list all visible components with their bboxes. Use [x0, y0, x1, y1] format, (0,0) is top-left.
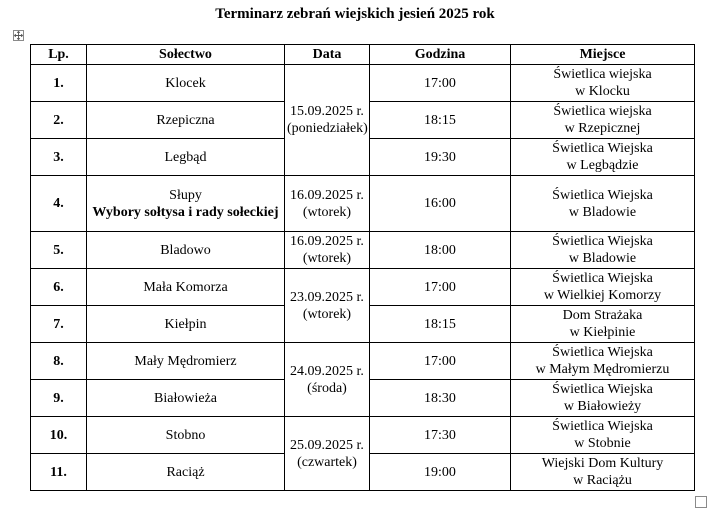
place-name: Świetlica Wiejska: [552, 234, 653, 249]
village-name: Kiełpin: [87, 306, 285, 343]
table-row: [31, 343, 695, 380]
place-cell: [511, 176, 695, 232]
date-cell: [285, 269, 370, 343]
place-cell: [511, 102, 695, 139]
time-value: 18:00: [370, 232, 511, 269]
header-godzina: Godzina: [370, 45, 511, 65]
weekday-value: (wtorek): [302, 306, 352, 322]
date-value: 23.09.2025 r.: [290, 289, 364, 305]
date-value: 24.09.2025 r.: [290, 363, 364, 379]
row-number: 9.: [31, 380, 87, 417]
place-location: w Małym Mędromierzu: [535, 362, 670, 377]
village-name: Bladowo: [87, 232, 285, 269]
place-name: Świetlica Wiejska: [552, 419, 653, 434]
place-name: Świetlica Wiejska: [552, 345, 653, 360]
header-row: [31, 45, 695, 65]
time-value: 17:30: [370, 417, 511, 454]
time-value: 18:15: [370, 102, 511, 139]
place-location: w Klocku: [575, 84, 630, 99]
place-name: Świetlica wiejska: [553, 67, 652, 82]
weekday-value: (środa): [307, 380, 347, 396]
table-row: [31, 269, 695, 306]
village-name: Raciąż: [87, 454, 285, 491]
place-cell: [511, 306, 695, 343]
row-number: 10.: [31, 417, 87, 454]
time-value: 19:30: [370, 139, 511, 176]
place-name: Świetlica Wiejska: [552, 382, 653, 397]
weekday-value: (poniedziałek): [287, 121, 368, 136]
place-name: Świetlica Wiejska: [552, 141, 653, 156]
header-miejsce: Miejsce: [511, 45, 695, 65]
date-cell: [285, 417, 370, 491]
place-location: w Raciążu: [573, 473, 632, 488]
village-name: Białowieża: [87, 380, 285, 417]
village-cell: [87, 176, 285, 232]
time-value: 17:00: [370, 269, 511, 306]
place-location: w Białowieży: [563, 399, 642, 414]
table-row: [31, 232, 695, 269]
village-name: Rzepiczna: [87, 102, 285, 139]
village-name: Słupy: [169, 187, 202, 203]
place-location: w Wielkiej Komorzy: [543, 288, 662, 303]
date-value: 25.09.2025 r.: [290, 437, 364, 453]
place-location: w Kiełpinie: [569, 325, 636, 340]
weekday-value: (wtorek): [302, 204, 352, 220]
place-name: Wiejski Dom Kultury: [541, 456, 664, 471]
row-number: 5.: [31, 232, 87, 269]
date-value: 16.09.2025 r.: [290, 187, 364, 203]
place-name: Dom Strażaka: [562, 308, 643, 323]
date-cell: [285, 232, 370, 269]
header-solectwo: Sołectwo: [87, 45, 285, 65]
move-arrows-icon[interactable]: [13, 30, 24, 41]
header-data: Data: [285, 45, 370, 65]
time-value: 19:00: [370, 454, 511, 491]
election-note: Wybory sołtysa i rady sołeckiej: [92, 204, 279, 220]
place-cell: [511, 454, 695, 491]
place-cell: [511, 139, 695, 176]
row-number: 3.: [31, 139, 87, 176]
place-name: Świetlica Wiejska: [552, 187, 653, 203]
place-location: w Bladowie: [568, 251, 637, 266]
place-name: Świetlica Wiejska: [552, 271, 653, 286]
weekday-value: (czwartek): [297, 454, 357, 470]
date-cell: [285, 343, 370, 417]
header-lp: Lp.: [31, 45, 87, 65]
table-row: [31, 65, 695, 102]
time-value: 17:00: [370, 343, 511, 380]
time-value: 18:15: [370, 306, 511, 343]
time-value: 17:00: [370, 65, 511, 102]
place-location: w Legbądzie: [566, 158, 639, 173]
meeting-schedule-table: [30, 44, 695, 491]
place-location: w Bladowie: [568, 204, 637, 220]
village-name: Mały Mędromierz: [87, 343, 285, 380]
row-number: 7.: [31, 306, 87, 343]
row-number: 8.: [31, 343, 87, 380]
row-number: 1.: [31, 65, 87, 102]
place-cell: [511, 269, 695, 306]
date-cell: [285, 65, 370, 176]
place-cell: [511, 380, 695, 417]
table-row: [31, 417, 695, 454]
date-cell: [285, 176, 370, 232]
place-cell: [511, 65, 695, 102]
time-value: 18:30: [370, 380, 511, 417]
place-location: w Rzepicznej: [564, 121, 641, 136]
village-name: Stobno: [87, 417, 285, 454]
place-cell: [511, 232, 695, 269]
place-name: Świetlica wiejska: [553, 104, 652, 119]
row-number: 4.: [31, 176, 87, 232]
place-location: w Stobnie: [574, 436, 631, 451]
time-value: 16:00: [370, 176, 511, 232]
date-value: 16.09.2025 r.: [290, 234, 364, 249]
document-title: Terminarz zebrań wiejskich jesień 2025 rok: [215, 6, 495, 22]
row-number: 2.: [31, 102, 87, 139]
row-number: 6.: [31, 269, 87, 306]
table-row: [31, 176, 695, 232]
weekday-value: (wtorek): [302, 251, 352, 266]
date-value: 15.09.2025 r.: [290, 104, 364, 119]
village-name: Mała Komorza: [87, 269, 285, 306]
place-cell: [511, 343, 695, 380]
place-cell: [511, 417, 695, 454]
village-name: Klocek: [87, 65, 285, 102]
row-number: 11.: [31, 454, 87, 491]
village-name: Legbąd: [87, 139, 285, 176]
resize-square-icon[interactable]: [695, 496, 707, 508]
